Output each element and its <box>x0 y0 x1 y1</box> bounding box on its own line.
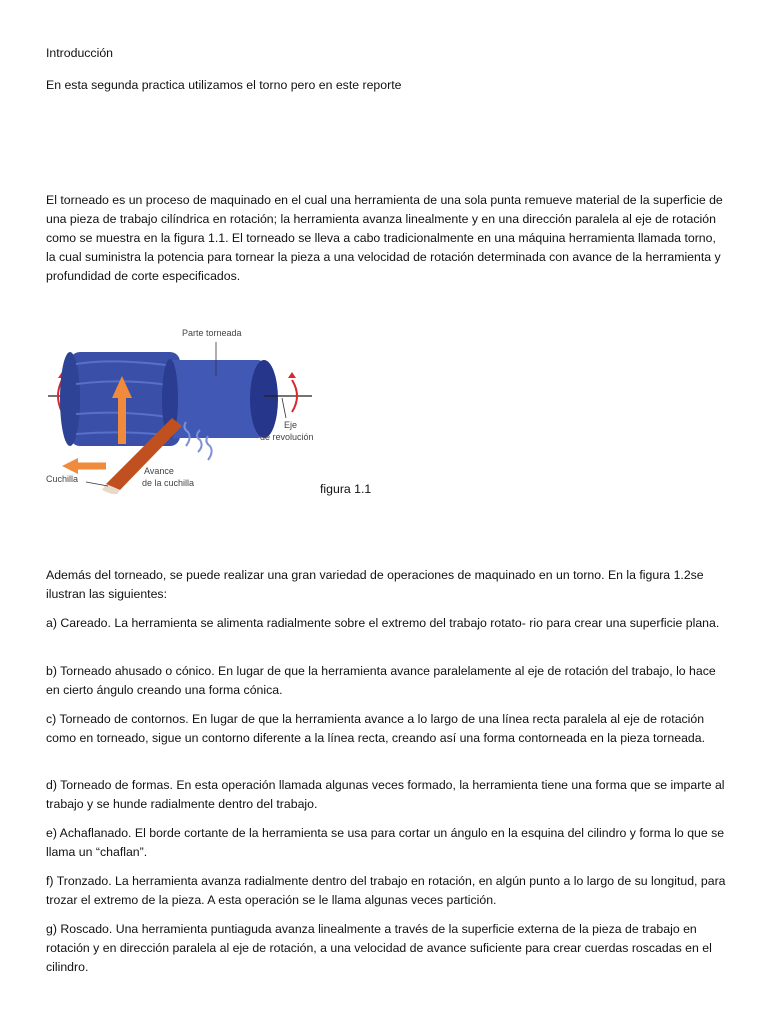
label-turned-part: Parte torneada <box>182 328 242 338</box>
cylinder-end-left <box>60 352 80 446</box>
feed-arrowhead-icon <box>62 458 78 474</box>
intro-line: En esta segunda practica utilizamos el torno pero en este reporte <box>46 78 402 92</box>
leader-axis <box>282 398 286 418</box>
paragraph-operations-intro: Además del torneado, se puede realizar una gran variedad de operaciones de maquinado en un torno. En la figura 1.2se ilustran las siguientes: <box>46 568 704 601</box>
label-axis-line2: de revolución <box>260 432 314 442</box>
paragraph-operation-f: f) Tronzado. La herramienta avanza radialmente dentro del trabajo en rotación, en algún punto a lo largo de su longitud, para trozar el extremo de la pieza. A esta operación se le llama algunas veces partición. <box>46 874 726 907</box>
paragraph-turning: El torneado es un proceso de maquinado en el cual una herramienta de una sola punta remueve material de la superficie de una pieza de trabajo cilíndrica en rotación; la herramienta avanza linealmente y en una dirección paralela al eje de rotación como se muestra en la figura 1.1. El torneado se lleva a cabo tradicionalmente en una máquina herramienta llamada torno, la cual suministra la potencia para tornear la pieza a una velocidad de rotación determinada con avance de la herramienta y profundidad de corte especificados. <box>46 193 723 283</box>
label-feed-line1: Avance <box>144 466 174 476</box>
rotation-arrowhead-right-icon <box>288 372 296 378</box>
paragraph-operation-d: d) Torneado de formas. En esta operación llamada algunas veces formado, la herramienta tiene una forma que se imparte al trabajo y se hunde radialmente dentro del trabajo. <box>46 778 725 811</box>
label-axis-line1: Eje <box>284 420 298 430</box>
intro-heading: Introducción <box>46 46 113 60</box>
paragraph-operation-g: g) Roscado. Una herramienta puntiaguda avanza linealmente a través de la superficie externa de la pieza de trabajo en rotación y en dirección paralela al eje de rotación, a una velocidad de avance suficiente para crear cuerdas roscadas en el cilindro. <box>46 922 712 974</box>
paragraph-operation-b: b) Torneado ahusado o cónico. En lugar de que la herramienta avance paralelamente al eje de rotación del trabajo, lo hace en cierto ángulo creando una forma cónica. <box>46 664 716 697</box>
paragraph-operation-e: e) Achaflanado. El borde cortante de la herramienta se usa para cortar un ángulo en la esquina del cilindro y forma lo que se llama un “chaflan”. <box>46 826 725 859</box>
figure-turning-diagram <box>46 314 386 494</box>
figure-caption: figura 1.1 <box>320 482 372 496</box>
paragraph-operation-a: a) Careado. La herramienta se alimenta radialmente sobre el extremo del trabajo rotato- rio para crear una superficie plana. <box>46 616 720 630</box>
leader-tool <box>86 482 108 486</box>
turning-diagram <box>46 314 386 494</box>
label-tool: Cuchilla <box>46 474 79 484</box>
label-feed-line2: de la cuchilla <box>142 478 195 488</box>
paragraph-operation-c: c) Torneado de contornos. En lugar de que la herramienta avance a lo largo de una línea recta paralela al eje de rotación como en torneado, sigue un contorno diferente a la línea recta, creando así una forma contorneada en la pieza torneada. <box>46 712 706 745</box>
cylinder-end-right <box>250 360 278 438</box>
